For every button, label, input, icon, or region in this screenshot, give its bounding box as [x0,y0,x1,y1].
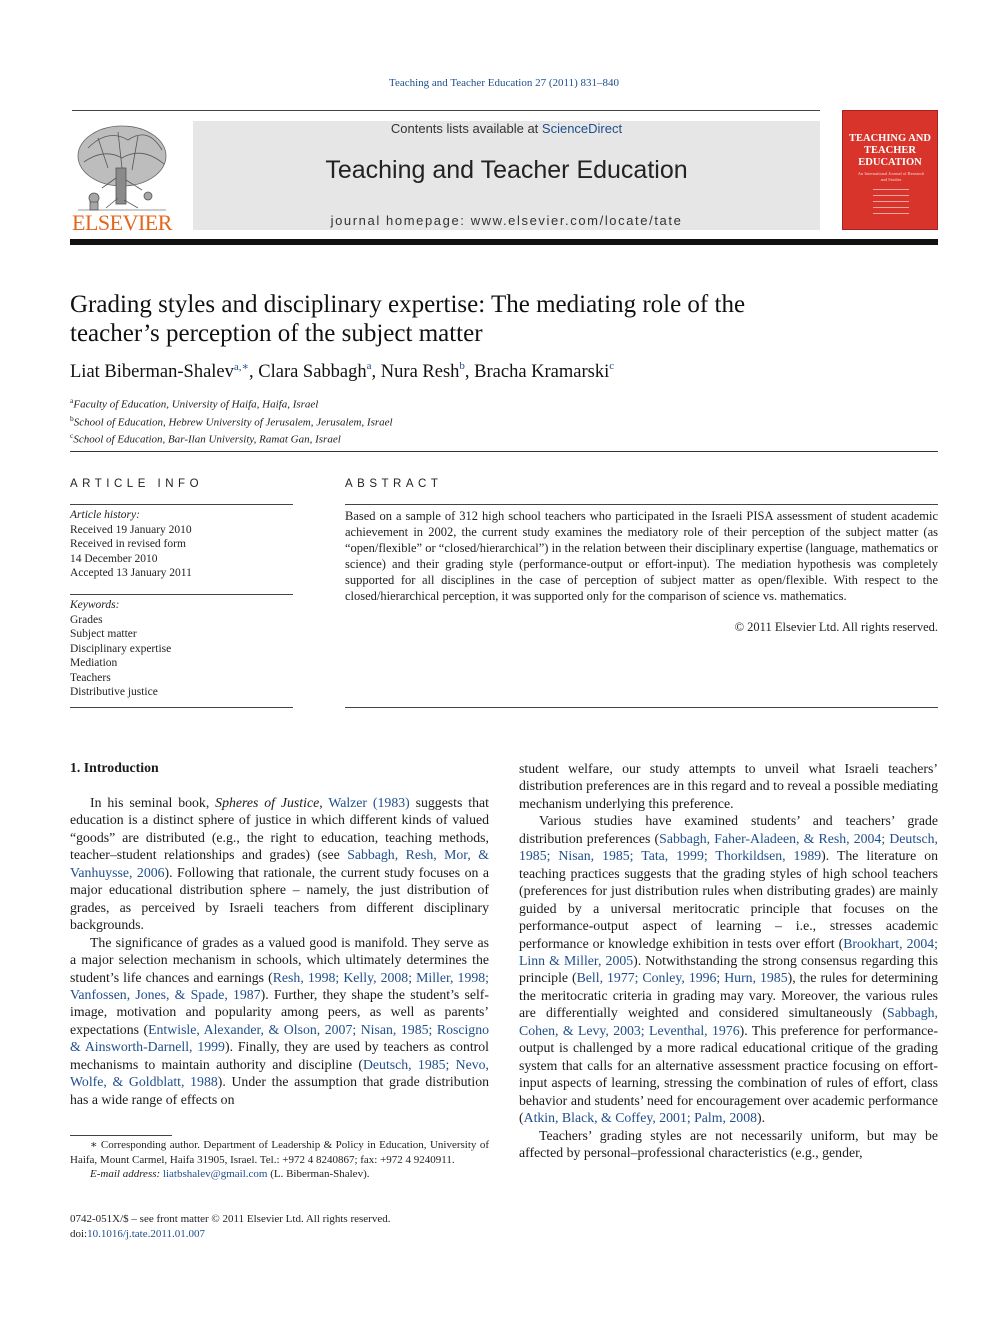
abstract-text: Based on a sample of 312 high school teachers who participated in the Israeli PISA assessment of student academic achievement in 2002, the current study examines the mediatory role of their perception of the subject matter (as “open/flexible” or “closed/hierarchical”) in the relation between their disciplinary expertise (language, mathematics or science) and their grading style (performance-output or effort-input). The mediation hypothesis was completely supported for all disciplines in the case of perception of subject matter as open/flexible. With respect to the closed/hierarchical perception, it was supported only for the comparison of science vs. mathematics. [345,509,938,603]
affiliations [70,394,770,447]
abstract-label: ABSTRACT [345,478,443,490]
keyword-item: Disciplinary expertise [70,642,172,655]
cover-decor [873,189,909,219]
abstract-bottom-rule [345,707,938,708]
body-text: ). Further, they shape the student’s self-image, motivation and popularity among peers, as well as parents’ expectations ( [70,986,489,1037]
body-text: ). The literature on teaching practices suggests that the grading styles of high school teachers (preferences for just distribution rules when distributing grades) are mainly guided by a universal meritocratic principle that focuses on the performance-output aspect of learning – i.e., stresses academic performance or knowledge exhibition in tests over effort ( [519,848,938,951]
citation-link[interactable]: Walzer (1983) [328,795,410,810]
section-heading-introduction: 1. Introduction [70,760,159,775]
keyword-item: Mediation [70,657,118,669]
affiliation-item [70,429,770,447]
sciencedirect-link[interactable]: ScienceDirect [541,121,623,136]
journal-cover-thumbnail[interactable] [842,110,938,230]
journal-homepage[interactable]: journal homepage: www.elsevier.com/locate/tate [330,213,683,228]
footnote-star: ∗ [90,1139,98,1151]
citation-link[interactable]: Entwisle, Alexander, & Olson, 2007; Nisan, 1985; Roscigno & Ainsworth-Darnell, 1999 [70,1021,489,1055]
front-matter [70,1212,570,1241]
doi-link[interactable]: 10.1016/j.tate.2011.01.007 [87,1227,205,1240]
affiliation-item [70,412,770,430]
body-text: ). Notwithstanding the strong consensus regarding this principle ( [519,952,938,986]
article-title: Grading styles and disciplinary expertise: The mediating role of the teacher’s perception of the subject matter [70,291,746,347]
keyword-item: Subject matter [70,628,137,640]
citation-link[interactable]: Resh, 1998; Kelly, 2008; Miller, 1998; Vanfossen, Jones, & Spade, 1987 [70,969,489,1002]
abstract-rule [345,504,938,505]
history-item: Received in revised form [70,538,186,550]
affiliation-item [70,394,770,412]
author-list [70,362,930,383]
contents-prefix: Contents lists available at [390,121,542,136]
affiliation-marker: a [70,396,74,405]
affiliation-marker: c [70,431,74,441]
author-affiliation-marker[interactable]: b [459,360,465,372]
citation-link[interactable]: Sabbagh, Cohen, & Levy, 2003; Leventhal, 1976 [519,1005,938,1038]
body-text: , [319,795,329,810]
journal-name: Teaching and Teacher Education [325,156,688,184]
keyword-item: Teachers [70,671,111,684]
email-label: E-mail address: [90,1168,161,1180]
body-text: Teachers’ grading styles are not necessarily uniform, but may be affected by personal–professional characteristics (e.g., gender, [519,1127,938,1160]
citation-link[interactable]: Bell, 1977; Conley, 1996; Hurn, 1985 [576,970,788,986]
body-text: ), the rules for determining the meritocratic criteria in grading may vary. Moreover, the various rules are differentially weighted and considered simultaneously ( [519,970,938,1021]
author-affiliation-marker[interactable]: c [609,360,615,372]
author-name[interactable]: Liat Biberman-Shalev [70,362,234,382]
article-info-rule [70,504,293,505]
body-text: In his seminal book, [90,795,216,810]
history-item: Received 19 January 2010 [70,523,192,536]
article-info-bottom-rule [70,707,293,708]
issn-line: 0742-051X/$ – see front matter © 2011 Elsevier Ltd. All rights reserved. [70,1213,391,1225]
history-heading: Article history: [70,509,140,521]
citation-link[interactable]: Atkin, Black, & Coffey, 2001; Palm, 2008 [523,1110,757,1126]
body-text: Various studies have examined students’ and teachers’ grade distribution preferences ( [519,813,938,846]
footnote-text: Corresponding author. Department of Leadership & Policy in Education, University of Haifa, Mount Carmel, Haifa 31905, Israel. Tel.: +972 4 8240867; fax: +972 4 9240911. [70,1139,489,1166]
citation-link[interactable]: Sabbagh, Faher-Aladeen, & Resh, 2004; Deutsch, 1985; Nisan, 1985; Tata, 1999; Thorkildsen, 1989 [519,830,938,864]
body-text: ). Following that rationale, the current study focuses on a major educational distribution sphere – namely, the just distribution of grades, as perceived by Israeli teachers from different disciplinary backgrounds. [70,864,489,933]
body-text: ). Under the assumption that grade distribution has a wide range of effects on [70,1074,489,1107]
header-thick-rule [70,239,938,245]
history-item: 14 December 2010 [70,552,158,565]
history-item: Accepted 13 January 2011 [70,567,192,579]
author-affiliation-marker[interactable]: a,∗ [233,361,249,373]
affiliation-text: School of Education, Hebrew University of Jerusalem, Jerusalem, Israel [73,416,393,429]
keyword-item: Grades [70,613,103,626]
body-text: suggests that education is a distinct sphere of justice in which different kinds of valued “goods” are distributed (e.g., the right to education, teaching methods, teacher–student relationships and grades) (see [70,795,489,863]
keywords-rule [70,594,293,595]
body-paragraph [70,794,489,934]
body-text: ). [757,1110,766,1126]
body-right-column [519,760,938,1161]
body-paragraph [70,934,489,1109]
footnote-rule [70,1135,172,1136]
italic-text: Spheres of Justice [215,795,320,810]
section-divider [70,451,938,452]
article-history [70,508,293,581]
body-text: student welfare, our study attempts to unveil what Israeli teachers’ distribution preferences are in this regard and to reveal a possible mediating mechanism underlying this preference. [519,761,938,811]
author-name[interactable]: Bracha Kramarski [474,362,610,382]
author-separator: , [464,362,475,382]
author-separator: , [371,362,381,382]
corresponding-author-footnote [70,1138,489,1182]
affiliation-text: Faculty of Education, University of Haifa, Haifa, Israel [73,398,319,411]
email-suffix: (L. Biberman-Shalev). [267,1168,370,1180]
body-text: ). This preference for performance-output is challenged by a more radical educational critique of the grading system that calls for an alternative assessment practice focusing on effort-input aspects of learning, stressing the combination of rules of effort, class behavior and students’ need for encouragement over academic performance ( [519,1022,938,1126]
elsevier-wordmark: ELSEVIER [72,210,172,235]
author-name[interactable]: Nura Resh [380,362,460,382]
body-paragraph [519,812,938,1126]
author-separator: , [249,362,259,382]
cover-subtitle: An International Journal of Research and Studies [857,171,925,182]
body-paragraph [519,760,938,812]
citation-link[interactable]: Deutsch, 1985; Nevo, Wolfe, & Goldblatt, 1988 [70,1056,489,1090]
abstract-copyright: © 2011 Elsevier Ltd. All rights reserved. [734,620,938,634]
author-affiliation-marker[interactable]: a [366,360,372,372]
contents-line [193,121,820,136]
keywords-heading: Keywords: [70,599,120,611]
author-name[interactable]: Clara Sabbagh [258,362,367,382]
citation-link[interactable]: Brookhart, 2004; Linn & Miller, 2005 [519,935,938,968]
body-text: ). Finally, they are used by teachers as control mechanisms to maintain authority and discipline ( [70,1039,489,1072]
cover-title: TEACHING AND TEACHER EDUCATION [849,133,931,168]
journal-citation[interactable]: Teaching and Teacher Education 27 (2011) 831–840 [389,77,619,89]
author-email-link[interactable]: liatbshalev@gmail.com [162,1168,268,1180]
doi-line [70,1227,570,1242]
citation-link[interactable]: Sabbagh, Resh, Mor, & Vanhuysse, 2006 [70,847,490,880]
affiliation-marker: b [70,413,74,423]
affiliation-text: School of Education, Bar-Ilan University, Ramat Gan, Israel [73,433,341,446]
doi-prefix: doi: [70,1227,88,1240]
keywords-block [70,598,293,700]
header-rule [72,110,820,111]
body-left-column [70,794,489,1108]
article-info-label: ARTICLE INFO [70,478,204,490]
body-text: The significance of grades as a valued good is manifold. They serve as a major selection mechanism in schools, which ultimately determines the student’s life chances and earnings ( [70,934,489,985]
body-paragraph [519,1127,938,1162]
keyword-item: Distributive justice [70,686,158,698]
